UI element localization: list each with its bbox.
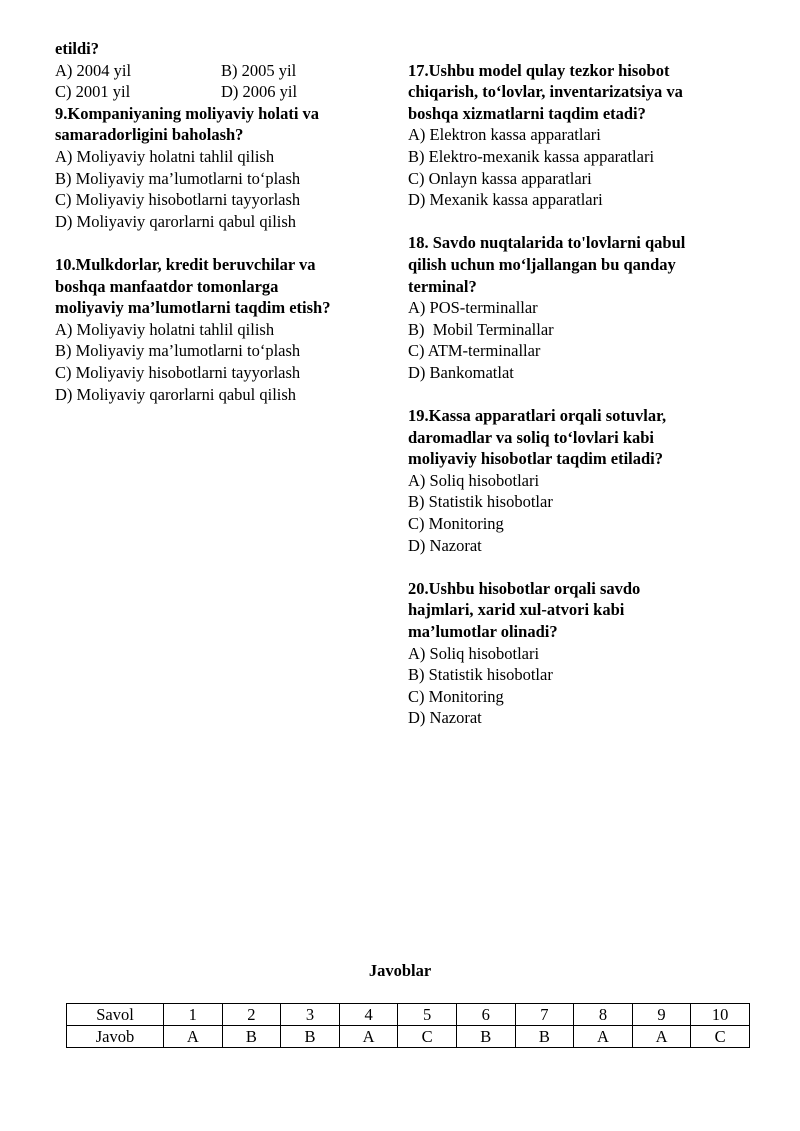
question-number: 6 xyxy=(456,1004,515,1026)
question-number: 4 xyxy=(339,1004,398,1026)
question-number: 3 xyxy=(281,1004,340,1026)
question-17-option-b: B) Elektro-mexanik kassa apparatlari xyxy=(408,146,655,166)
question-8-options xyxy=(55,60,385,103)
question-17 xyxy=(408,60,748,211)
question-18-title-line: terminal? xyxy=(408,276,477,296)
question-8-option-a: A) 2004 yil xyxy=(55,60,132,80)
question-9-option-c: C) Moliyaviy hisobotlarni tayyorlash xyxy=(55,190,301,210)
spacer xyxy=(408,556,748,578)
question-19-title-line: moliyaviy hisobotlar taqdim etiladi? xyxy=(408,449,664,469)
question-17-title-line: chiqarish, to‘lovlar, inventarizatsiya va xyxy=(408,82,683,102)
question-20-option-c: C) Monitoring xyxy=(408,686,504,706)
answer-key: A xyxy=(164,1026,223,1048)
question-8-tail: etildi? xyxy=(55,39,99,58)
question-number: 9 xyxy=(632,1004,691,1026)
question-18-option-a: A) POS-terminallar xyxy=(408,298,538,318)
answers-key-row xyxy=(67,1026,750,1048)
answer-key: C xyxy=(398,1026,457,1048)
answer-key: B xyxy=(222,1026,281,1048)
answer-key: A xyxy=(339,1026,398,1048)
left-column xyxy=(55,38,385,405)
question-9-title-line: 9.Kompaniyaning moliyaviy holati va xyxy=(55,103,320,123)
question-18-title-line: qilish uchun mo‘ljallangan bu qanday xyxy=(408,254,676,274)
row-label-savol: Savol xyxy=(67,1004,164,1026)
question-number: 5 xyxy=(398,1004,457,1026)
answer-key: A xyxy=(632,1026,691,1048)
question-10-option-a: A) Moliyaviy holatni tahlil qilish xyxy=(55,319,275,339)
question-10-title-line: 10.Mulkdorlar, kredit beruvchilar va xyxy=(55,254,316,274)
question-10 xyxy=(55,254,385,405)
question-18 xyxy=(408,232,748,383)
question-19-title-line: 19.Kassa apparatlari orqali sotuvlar, xyxy=(408,406,667,426)
answer-key: B xyxy=(515,1026,574,1048)
question-20-option-d: D) Nazorat xyxy=(408,708,482,728)
question-19 xyxy=(408,405,748,556)
question-20-title-line: hajmlari, xarid xul-atvori kabi xyxy=(408,600,625,620)
answers-table xyxy=(66,1003,750,1048)
question-17-option-d: D) Mexanik kassa apparatlari xyxy=(408,190,603,210)
question-17-option-a: A) Elektron kassa apparatlari xyxy=(408,125,601,145)
right-column xyxy=(408,38,748,729)
question-9-option-d: D) Moliyaviy qarorlarni qabul qilish xyxy=(55,211,297,231)
question-18-option-d: D) Bankomatlat xyxy=(408,362,514,382)
question-17-option-c: C) Onlayn kassa apparatlari xyxy=(408,168,592,188)
question-20-option-b: B) Statistik hisobotlar xyxy=(408,665,553,685)
question-19-title-line: daromadlar va soliq to‘lovlari kabi xyxy=(408,427,655,447)
question-18-option-b: B) Mobil Terminallar xyxy=(408,319,554,339)
answer-key: B xyxy=(456,1026,515,1048)
question-17-title-line: boshqa xizmatlarni taqdim etadi? xyxy=(408,103,646,123)
question-19-option-c: C) Monitoring xyxy=(408,514,504,534)
answers-question-row xyxy=(67,1004,750,1026)
question-18-title-line: 18. Savdo nuqtalarida to'lovlarni qabul xyxy=(408,233,686,253)
answer-key: B xyxy=(281,1026,340,1048)
question-10-option-d: D) Moliyaviy qarorlarni qabul qilish xyxy=(55,384,297,404)
question-10-option-b: B) Moliyaviy ma’lumotlarni to‘plash xyxy=(55,341,301,361)
question-9-option-a: A) Moliyaviy holatni tahlil qilish xyxy=(55,146,275,166)
question-19-option-b: B) Statistik hisobotlar xyxy=(408,492,553,512)
question-8-option-d: D) 2006 yil xyxy=(221,82,298,102)
question-20-title-line: 20.Ushbu hisobotlar orqali savdo xyxy=(408,578,641,598)
question-9-option-b: B) Moliyaviy ma’lumotlarni to‘plash xyxy=(55,168,301,188)
spacer xyxy=(408,38,748,60)
question-8-option-b: B) 2005 yil xyxy=(221,60,297,80)
question-number: 1 xyxy=(164,1004,223,1026)
question-20-title-line: ma’lumotlar olinadi? xyxy=(408,622,558,642)
question-number: 2 xyxy=(222,1004,281,1026)
question-20 xyxy=(408,578,748,729)
question-10-title-line: boshqa manfaatdor tomonlarga xyxy=(55,276,279,296)
answer-key: C xyxy=(691,1026,750,1048)
row-label-javob: Javob xyxy=(67,1026,164,1048)
question-10-option-c: C) Moliyaviy hisobotlarni tayyorlash xyxy=(55,362,301,382)
question-19-option-a: A) Soliq hisobotlari xyxy=(408,470,540,490)
question-10-title-line: moliyaviy ma’lumotlarni taqdim etish? xyxy=(55,298,331,318)
answers-title: Javoblar xyxy=(368,961,432,980)
spacer xyxy=(408,384,748,406)
spacer xyxy=(408,211,748,233)
question-number: 7 xyxy=(515,1004,574,1026)
question-17-title-line: 17.Ushbu model qulay tezkor hisobot xyxy=(408,60,670,80)
spacer xyxy=(55,232,385,254)
question-19-option-d: D) Nazorat xyxy=(408,535,482,555)
question-number: 8 xyxy=(574,1004,633,1026)
question-number: 10 xyxy=(691,1004,750,1026)
answer-key: A xyxy=(574,1026,633,1048)
question-9 xyxy=(55,103,385,233)
question-9-title-line: samaradorligini baholash? xyxy=(55,125,244,145)
question-18-option-c: C) ATM-terminallar xyxy=(408,341,541,361)
question-8-option-c: C) 2001 yil xyxy=(55,82,131,102)
question-20-option-a: A) Soliq hisobotlari xyxy=(408,643,540,663)
